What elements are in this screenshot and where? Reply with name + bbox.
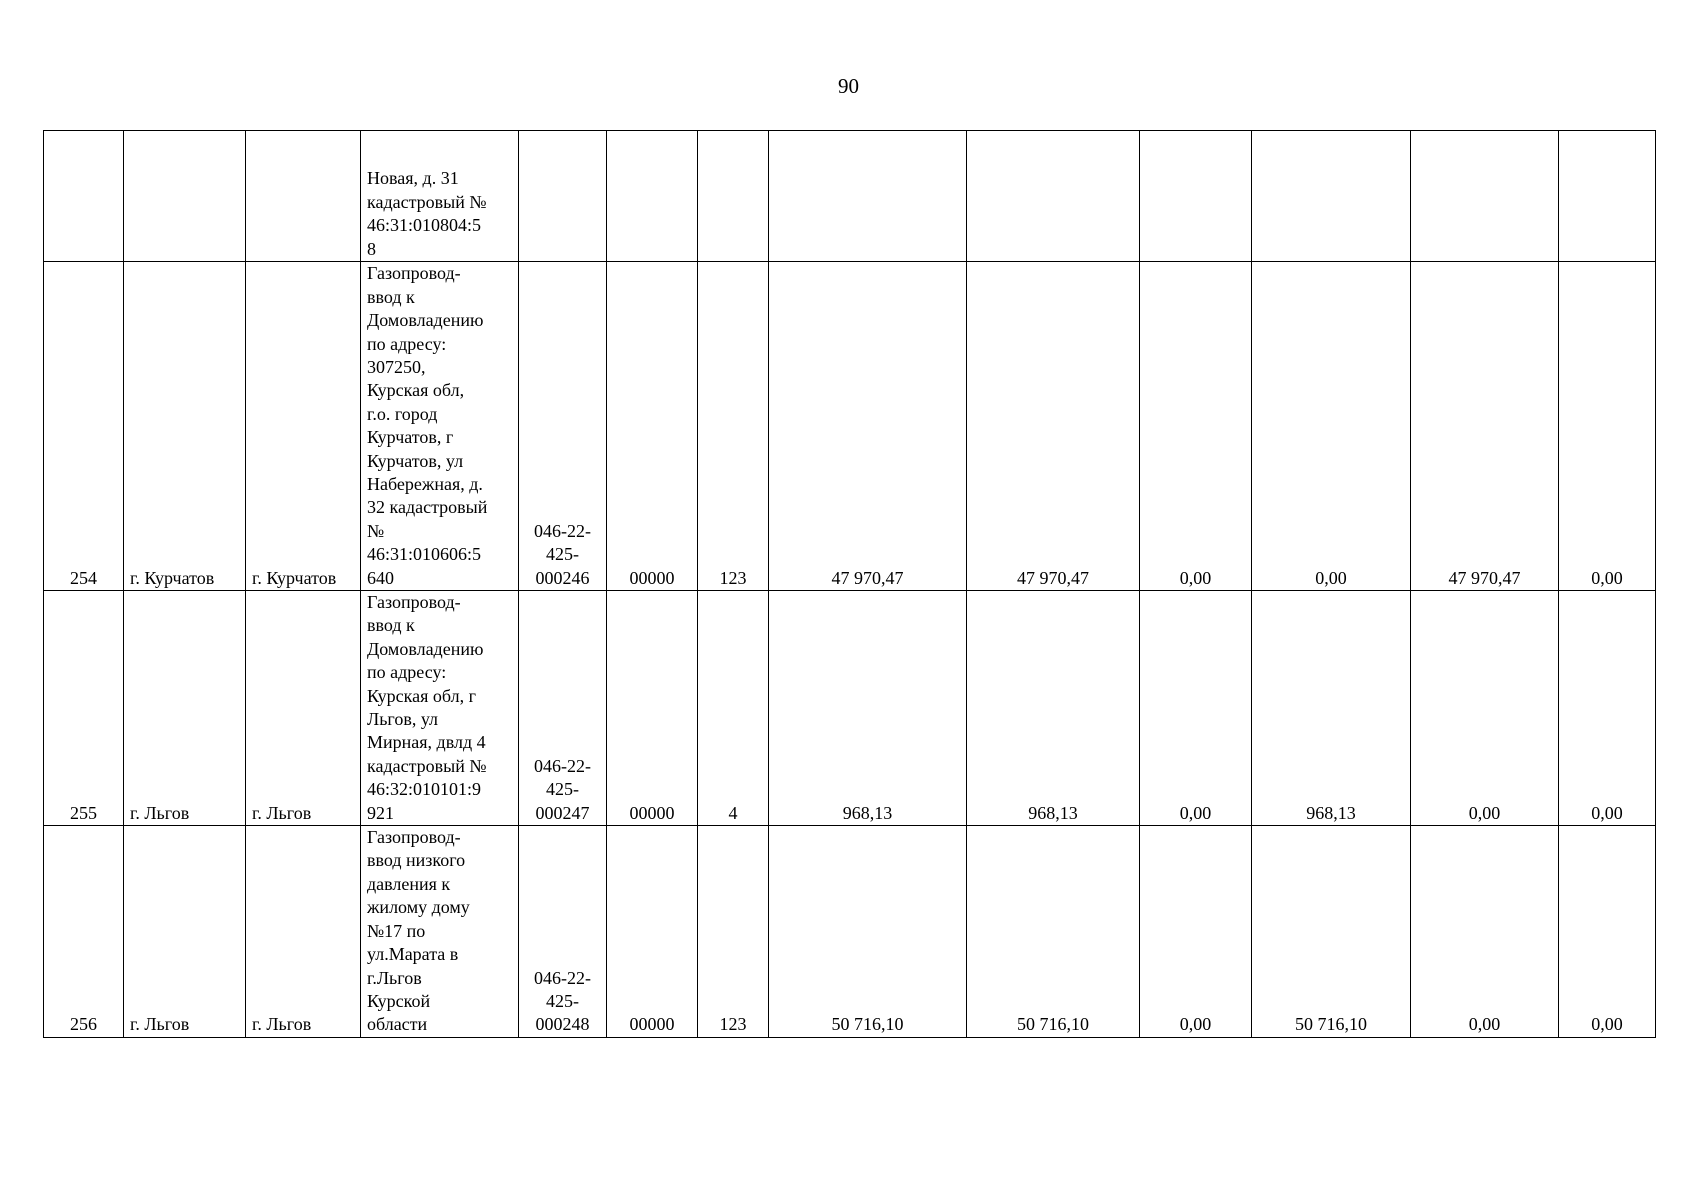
quantity-cell: 4 bbox=[698, 591, 769, 826]
object-description-cell bbox=[361, 826, 519, 1038]
object-description-cell-line: Курская обл, г bbox=[367, 685, 476, 706]
code-cell bbox=[607, 131, 698, 262]
quantity-cell: 123 bbox=[698, 262, 769, 591]
value-cell-5: 0,00 bbox=[1411, 826, 1559, 1038]
locality-cell bbox=[246, 131, 361, 262]
region-cell: г. Льгов bbox=[124, 591, 246, 826]
inventory-number-cell bbox=[519, 826, 607, 1038]
value-cell-3: 0,00 bbox=[1140, 262, 1252, 591]
object-description-cell-line: 32 кадастровый bbox=[367, 497, 488, 518]
object-description-cell-line: Курской bbox=[367, 990, 431, 1011]
page-number: 90 bbox=[838, 74, 859, 98]
object-description-cell-line: ул.Марата в bbox=[367, 944, 459, 965]
object-description-cell-line: области bbox=[367, 1014, 428, 1035]
code-cell: 00000 bbox=[607, 262, 698, 591]
object-description-cell-line: Льгов, ул bbox=[367, 709, 439, 730]
object-description-cell-line: Газопровод- bbox=[367, 827, 461, 848]
locality-cell: г. Льгов bbox=[246, 591, 361, 826]
object-description-cell bbox=[361, 131, 519, 262]
value-cell-2: 50 716,10 bbox=[967, 826, 1140, 1038]
inventory-number-cell-line: 425- bbox=[546, 544, 579, 565]
inventory-number-cell-line: 000246 bbox=[535, 567, 590, 588]
object-description-cell-line: г.Льгов bbox=[367, 967, 422, 988]
inventory-number-cell bbox=[519, 131, 607, 262]
object-description-cell-line: Курская обл, bbox=[367, 380, 465, 401]
inventory-number-cell-line: 046-22- bbox=[534, 967, 591, 988]
table-row bbox=[44, 262, 1656, 591]
row-number-cell: 256 bbox=[44, 826, 124, 1038]
object-description-cell-line: по адресу: bbox=[367, 333, 447, 354]
value-cell-6: 0,00 bbox=[1559, 826, 1656, 1038]
value-cell-3 bbox=[1140, 131, 1252, 262]
object-description-cell-line: давления к bbox=[367, 873, 451, 894]
value-cell-4: 50 716,10 bbox=[1252, 826, 1411, 1038]
value-cell-2: 47 970,47 bbox=[967, 262, 1140, 591]
object-description-cell-line: 640 bbox=[367, 567, 394, 588]
object-description-cell-line: 8 bbox=[367, 238, 376, 259]
object-description-cell-line: №17 по bbox=[367, 920, 426, 941]
object-description-cell-line: ввод к bbox=[367, 615, 415, 636]
row-number-cell bbox=[44, 131, 124, 262]
object-description-cell-line: 46:31:010606:5 bbox=[367, 544, 482, 565]
object-description-cell-line: г.о. город bbox=[367, 403, 438, 424]
value-cell-4: 0,00 bbox=[1252, 262, 1411, 591]
inventory-number-cell-line: 000248 bbox=[535, 1014, 590, 1035]
table-row bbox=[44, 826, 1656, 1038]
region-cell: г. Льгов bbox=[124, 826, 246, 1038]
object-description-cell-line: Курчатов, ул bbox=[367, 450, 464, 471]
row-number-cell: 254 bbox=[44, 262, 124, 591]
object-description-cell-line: Курчатов, г bbox=[367, 427, 454, 448]
inventory-number-cell-line: 425- bbox=[546, 990, 579, 1011]
object-description-cell-line: Газопровод- bbox=[367, 592, 461, 612]
object-description-cell bbox=[361, 262, 519, 591]
object-description-cell-line: Набережная, д. bbox=[367, 473, 483, 494]
inventory-number-cell bbox=[519, 591, 607, 826]
object-description-cell bbox=[361, 591, 519, 826]
quantity-cell: 123 bbox=[698, 826, 769, 1038]
value-cell-3: 0,00 bbox=[1140, 826, 1252, 1038]
value-cell-1 bbox=[769, 131, 967, 262]
value-cell-1: 47 970,47 bbox=[769, 262, 967, 591]
value-cell-4: 968,13 bbox=[1252, 591, 1411, 826]
object-description-cell-line: № bbox=[367, 520, 385, 541]
object-description-cell-line: ввод низкого bbox=[367, 850, 466, 871]
code-cell: 00000 bbox=[607, 826, 698, 1038]
value-cell-6: 0,00 bbox=[1559, 591, 1656, 826]
table-row bbox=[44, 591, 1656, 826]
object-description-cell-line: 46:32:010101:9 bbox=[367, 779, 482, 800]
object-description-cell-line: Новая, д. 31 bbox=[367, 168, 459, 189]
object-description-cell-line: кадастровый № bbox=[367, 755, 487, 776]
locality-cell: г. Курчатов bbox=[246, 262, 361, 591]
object-description-cell-line: Газопровод- bbox=[367, 263, 461, 284]
inventory-number-cell-line: 425- bbox=[546, 779, 579, 800]
value-cell-5: 0,00 bbox=[1411, 591, 1559, 826]
value-cell-1: 968,13 bbox=[769, 591, 967, 826]
inventory-number-cell-line: 000247 bbox=[535, 802, 590, 823]
region-cell bbox=[124, 131, 246, 262]
value-cell-2: 968,13 bbox=[967, 591, 1140, 826]
value-cell-6: 0,00 bbox=[1559, 262, 1656, 591]
object-description-cell-line: Домовладению bbox=[367, 310, 484, 331]
object-description-cell-line: жилому дому bbox=[367, 897, 470, 918]
property-registry-table bbox=[43, 130, 1656, 1038]
value-cell-1: 50 716,10 bbox=[769, 826, 967, 1038]
inventory-number-cell-line: 046-22- bbox=[534, 520, 591, 541]
object-description-cell-line: 46:31:010804:5 bbox=[367, 215, 482, 236]
table-row bbox=[44, 131, 1656, 262]
region-cell: г. Курчатов bbox=[124, 262, 246, 591]
object-description-cell-line: 921 bbox=[367, 802, 394, 823]
value-cell-3: 0,00 bbox=[1140, 591, 1252, 826]
value-cell-4 bbox=[1252, 131, 1411, 262]
value-cell-5 bbox=[1411, 131, 1559, 262]
code-cell: 00000 bbox=[607, 591, 698, 826]
inventory-number-cell bbox=[519, 262, 607, 591]
object-description-cell-line: по адресу: bbox=[367, 662, 447, 683]
quantity-cell bbox=[698, 131, 769, 262]
object-description-cell-line: 307250, bbox=[367, 356, 426, 377]
object-description-cell-line: ввод к bbox=[367, 286, 415, 307]
table-body bbox=[44, 131, 1656, 1038]
value-cell-5: 47 970,47 bbox=[1411, 262, 1559, 591]
value-cell-6 bbox=[1559, 131, 1656, 262]
inventory-number-cell-line: 046-22- bbox=[534, 755, 591, 776]
value-cell-2 bbox=[967, 131, 1140, 262]
row-number-cell: 255 bbox=[44, 591, 124, 826]
locality-cell: г. Льгов bbox=[246, 826, 361, 1038]
object-description-cell-line: кадастровый № bbox=[367, 191, 487, 212]
object-description-cell-line: Мирная, двлд 4 bbox=[367, 732, 486, 753]
object-description-cell-line: Домовладению bbox=[367, 638, 484, 659]
